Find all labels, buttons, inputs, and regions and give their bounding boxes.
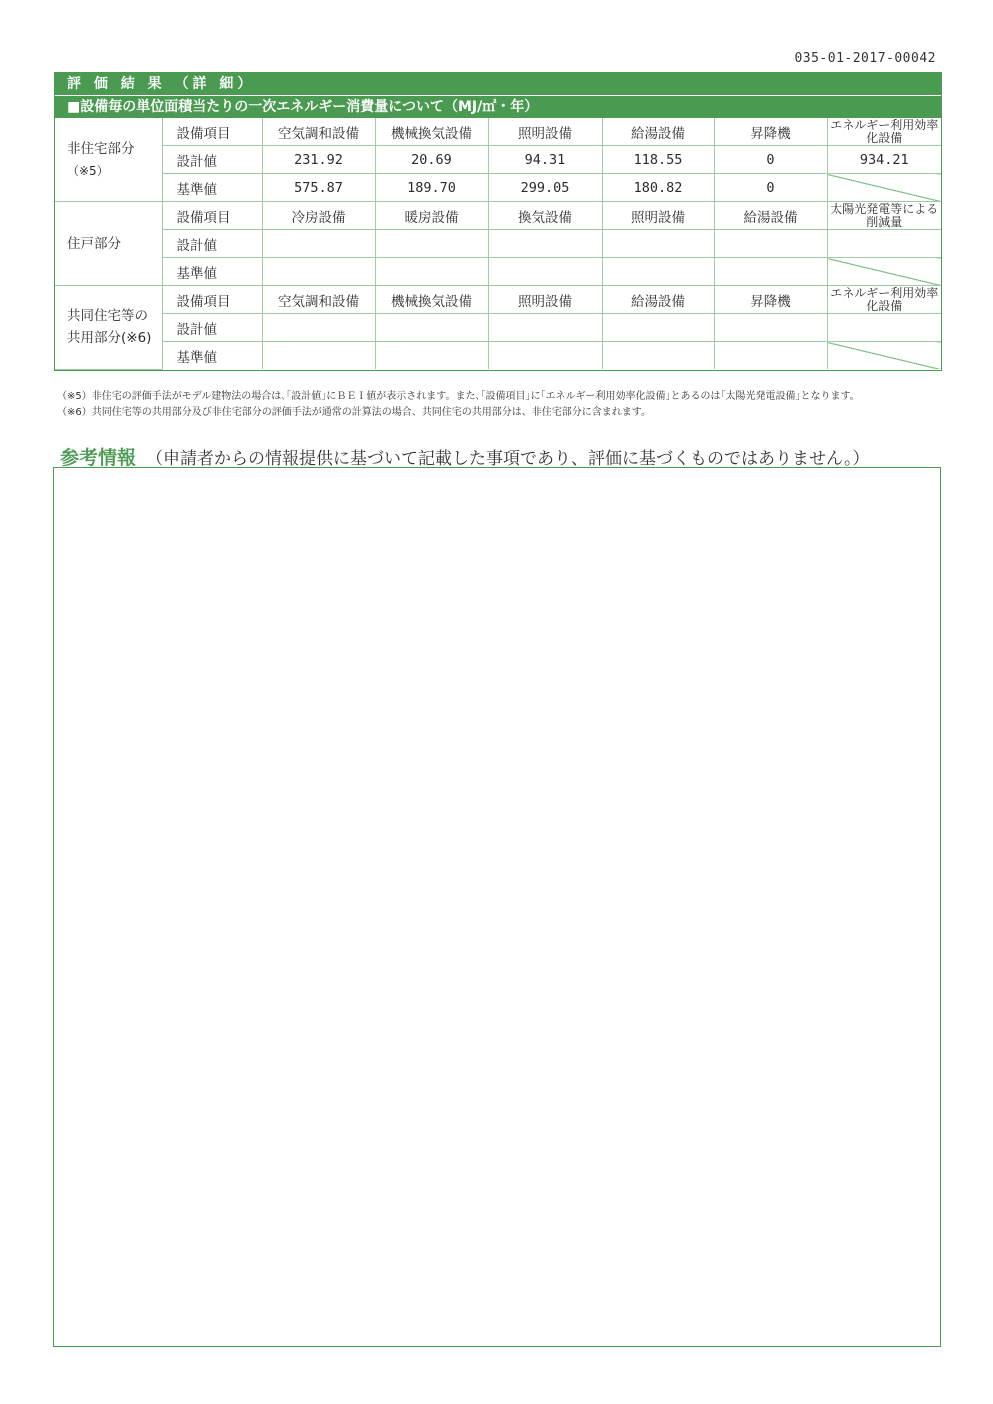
empty-cell <box>488 342 602 370</box>
item-cell: 太陽光発電等による削減量 <box>827 202 941 230</box>
empty-cell <box>375 314 488 342</box>
footnote: （※5）非住宅の評価手法がモデル建物法の場合は､｢設計値｣にＢＥＩ値が表示されます。また､｢設備項目｣に｢エネルギー利用効率化設備｣とあるのは｢太陽光発電設備｣となります。 <box>57 391 860 402</box>
document-number: 035-01-2017-00042 <box>794 51 936 66</box>
design-value: 94.31 <box>488 146 602 174</box>
table-row <box>55 286 941 314</box>
group-non-residential: 非住宅部分 （※5） <box>55 118 162 202</box>
item-cell: 冷房設備 <box>262 202 375 230</box>
empty-cell <box>602 230 714 258</box>
empty-cell <box>375 258 488 286</box>
item-cell: 機械換気設備 <box>375 286 488 314</box>
item-cell: 給湯設備 <box>602 286 714 314</box>
empty-cell <box>602 314 714 342</box>
row-label-standard: 基準値 <box>162 174 262 202</box>
row-label-item: 設備項目 <box>162 118 262 146</box>
diagonal-empty-cell <box>827 342 941 370</box>
row-label-standard: 基準値 <box>162 258 262 286</box>
item-cell: 給湯設備 <box>714 202 827 230</box>
diagonal-empty-cell <box>827 258 941 286</box>
empty-cell <box>262 342 375 370</box>
table-row <box>55 118 941 146</box>
group-residential: 住戸部分 <box>55 202 162 286</box>
standard-value: 299.05 <box>488 174 602 202</box>
item-cell: 空気調和設備 <box>262 286 375 314</box>
evaluation-panel <box>54 72 942 371</box>
table-row <box>55 230 941 258</box>
empty-cell <box>375 230 488 258</box>
empty-cell <box>827 314 941 342</box>
subsection-title: ■設備毎の単位面積当たりの一次エネルギー消費量について（MJ/㎡・年） <box>55 96 941 118</box>
empty-cell <box>714 314 827 342</box>
row-label-design: 設計値 <box>162 314 262 342</box>
reference-box <box>53 467 941 1347</box>
row-label-design: 設計値 <box>162 230 262 258</box>
design-value: 20.69 <box>375 146 488 174</box>
table-row <box>55 258 941 286</box>
footnote: （※6）共同住宅等の共用部分及び非住宅部分の評価手法が通常の計算法の場合、共同住宅の共用部分は、非住宅部分に含まれます。 <box>57 407 651 418</box>
row-label-design: 設計値 <box>162 146 262 174</box>
empty-cell <box>714 258 827 286</box>
row-label-standard: 基準値 <box>162 342 262 370</box>
empty-cell <box>714 230 827 258</box>
item-cell: 空気調和設備 <box>262 118 375 146</box>
empty-cell <box>375 342 488 370</box>
item-cell: エネルギー利用効率化設備 <box>827 286 941 314</box>
diagonal-empty-cell <box>827 174 941 202</box>
design-value: 934.21 <box>827 146 941 174</box>
empty-cell <box>488 230 602 258</box>
item-cell: 照明設備 <box>488 118 602 146</box>
item-cell: 機械換気設備 <box>375 118 488 146</box>
design-value: 231.92 <box>262 146 375 174</box>
item-cell: 昇降機 <box>714 286 827 314</box>
standard-value: 189.70 <box>375 174 488 202</box>
standard-value: 180.82 <box>602 174 714 202</box>
table-row <box>55 314 941 342</box>
empty-cell <box>488 314 602 342</box>
item-cell: 照明設備 <box>602 202 714 230</box>
reference-title: 参考情報 <box>60 447 137 469</box>
table-row <box>55 202 941 230</box>
empty-cell <box>262 258 375 286</box>
empty-cell <box>714 342 827 370</box>
item-cell: 照明設備 <box>488 286 602 314</box>
item-cell: 換気設備 <box>488 202 602 230</box>
group-common: 共同住宅等の 共用部分(※6) <box>55 286 162 370</box>
empty-cell <box>488 258 602 286</box>
empty-cell <box>262 314 375 342</box>
item-cell: 昇降機 <box>714 118 827 146</box>
energy-table <box>55 118 941 370</box>
reference-subtitle: （申請者からの情報提供に基づいて記載した事項であり、評価に基づくものではありません。） <box>146 449 870 469</box>
item-cell: 暖房設備 <box>375 202 488 230</box>
row-label-item: 設備項目 <box>162 286 262 314</box>
empty-cell <box>602 258 714 286</box>
empty-cell <box>262 230 375 258</box>
design-value: 0 <box>714 146 827 174</box>
table-row <box>55 342 941 370</box>
footnotes <box>57 389 860 421</box>
design-value: 118.55 <box>602 146 714 174</box>
section-title: 評 価 結 果 （詳 細） <box>55 73 941 96</box>
standard-value: 0 <box>714 174 827 202</box>
table-row <box>55 174 941 202</box>
item-cell: 給湯設備 <box>602 118 714 146</box>
reference-heading <box>60 443 870 470</box>
empty-cell <box>602 342 714 370</box>
row-label-item: 設備項目 <box>162 202 262 230</box>
table-row <box>55 146 941 174</box>
empty-cell <box>827 230 941 258</box>
item-cell: エネルギー利用効率化設備 <box>827 118 941 146</box>
standard-value: 575.87 <box>262 174 375 202</box>
